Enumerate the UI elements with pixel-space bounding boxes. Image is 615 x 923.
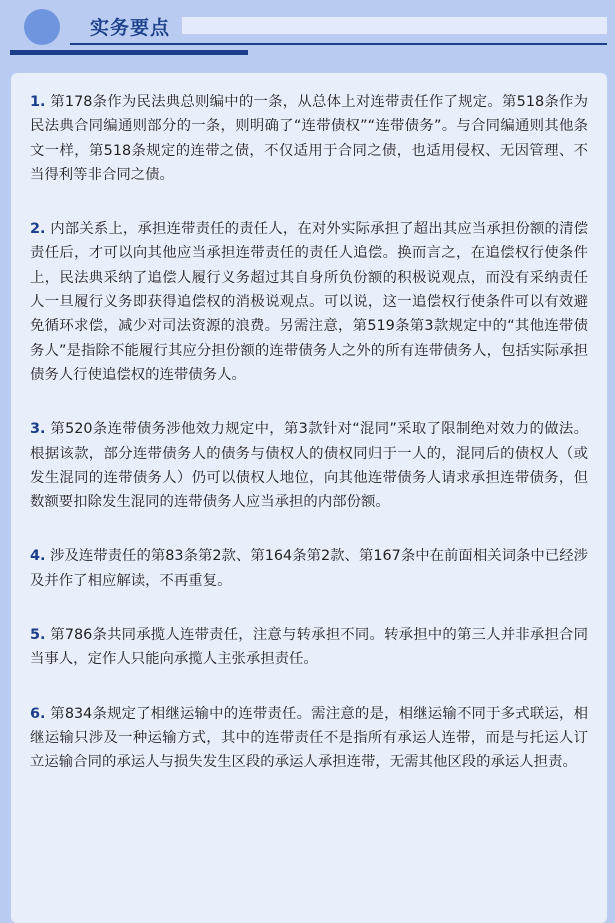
paragraph-5 <box>30 623 588 672</box>
header-divider-thin <box>70 43 607 45</box>
paragraph-text: 第520条连带债务涉他效力规定中，第3款针对“混同”采取了限制绝对效力的做法。根据该款，部分连带债务人的债务与债权人的债权同归于一人的，混同后的债权人（或发生混同的连带债务人）仍可以债权人地位，向其他连带债务人请求承担连带债务，但数额要扣除发生混同的连带债务人应当承担的内部份额。 <box>30 421 588 511</box>
paragraph-3 <box>30 417 588 514</box>
paragraph-2 <box>30 217 588 387</box>
paragraph-text: 第834条规定了相继运输中的连带责任。需注意的是，相继运输不同于多式联运，相继运输只涉及一种运输方式，其中的连带责任不是指所有承运人连带，而是与托运人订立运输合同的承运人与损失发生区段的承运人承担连带，无需其他区段的承运人担责。 <box>30 705 588 771</box>
paragraph-number: 3. <box>30 421 46 438</box>
paragraph-text: 涉及连带责任的第83条第2款、第164条第2款、第167条中在前面相关词条中已经涉及并作了相应解读，不再重复。 <box>30 548 588 589</box>
header-decor-bar <box>182 17 607 34</box>
content-body <box>30 90 588 805</box>
header-divider-thick <box>10 50 248 55</box>
paragraph-number: 5. <box>30 627 46 644</box>
paragraph-text: 第178条作为民法典总则编中的一条，从总体上对连带责任作了规定。第518条作为民法典合同编通则部分的一条，则明确了“连带债权”“连带债务”。与合同编通则其他条文一样，第518条规定的连带之债，不仅适用于合同之债，也适用侵权、无因管理、不当得利等非合同之债。 <box>30 94 588 183</box>
paragraph-1 <box>30 90 588 187</box>
paragraph-text: 第786条共同承揽人连带责任，注意与转承担不同。转承担中的第三人并非承担合同当事人，定作人只能向承揽人主张承担责任。 <box>30 627 588 668</box>
paragraph-text: 内部关系上，承担连带责任的责任人，在对外实际承担了超出其应当承担份额的清偿责任后，才可以向其他应当承担连带责任的责任人追偿。换而言之，在追偿权行使条件上，民法典采纳了追偿人履行义务超过其自身所负份额的积极说观点，而没有采纳责任人一旦履行义务即获得追偿权的消极说观点。可以说，这一追偿权行使条件可以有效避免循环求偿，减少对司法资源的浪费。另需注意，第519条第3款规定中的“其他连带债务人”是指除不能履行其应分担份额的连带债务人之外的所有连带债务人，包括实际承担债务人行使追偿权的连带债务人。 <box>30 221 588 383</box>
paragraph-number: 2. <box>30 221 46 238</box>
paragraph-number: 6. <box>30 705 46 722</box>
header-circle-icon <box>24 9 60 45</box>
paragraph-number: 1. <box>30 94 46 110</box>
section-title: 实务要点 <box>90 17 171 39</box>
section-header <box>0 0 615 64</box>
paragraph-6 <box>30 702 588 775</box>
paragraph-4 <box>30 544 588 593</box>
paragraph-number: 4. <box>30 548 46 565</box>
